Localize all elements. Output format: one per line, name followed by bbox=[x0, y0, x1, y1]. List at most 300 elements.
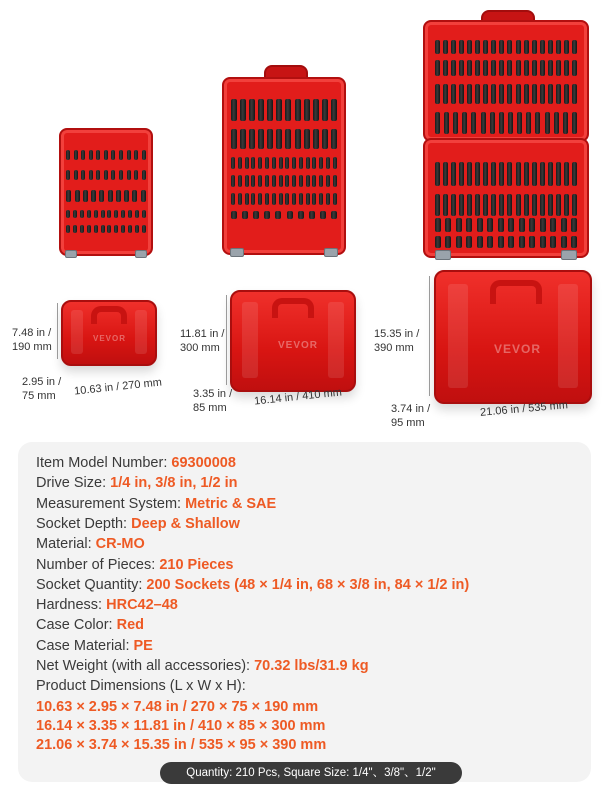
socket-icon bbox=[94, 210, 98, 218]
socket-icon bbox=[275, 211, 281, 219]
large-case-top-tray bbox=[423, 20, 589, 142]
socket-icon bbox=[127, 170, 131, 180]
socket-icon bbox=[554, 112, 559, 134]
socket-icon bbox=[483, 60, 488, 76]
socket-icon bbox=[304, 129, 310, 149]
socket-icon bbox=[276, 129, 282, 149]
spec-row bbox=[36, 555, 234, 575]
socket-icon bbox=[258, 99, 264, 121]
socket-icon bbox=[306, 157, 310, 169]
dimension-row-medium: 16.14 × 3.35 × 11.81 in / 410 × 85 × 300 mm bbox=[36, 718, 326, 734]
spec-value: 210 Pieces bbox=[159, 556, 234, 573]
socket-icon bbox=[251, 193, 255, 205]
socket-icon bbox=[279, 157, 283, 169]
socket-icon bbox=[524, 194, 529, 216]
socket-icon bbox=[258, 193, 262, 205]
socket-icon bbox=[75, 190, 80, 202]
dimension-row-large: 21.06 × 3.74 × 15.35 in / 535 × 95 × 390 mm bbox=[36, 737, 327, 753]
spec-value: Red bbox=[116, 617, 144, 634]
socket-icon bbox=[556, 194, 561, 216]
socket-icon bbox=[487, 218, 493, 232]
socket-icon bbox=[304, 99, 310, 121]
socket-icon bbox=[231, 157, 235, 169]
socket-icon bbox=[548, 84, 553, 104]
socket-icon bbox=[285, 157, 289, 169]
socket-icon bbox=[532, 84, 537, 104]
socket-icon bbox=[107, 210, 111, 218]
socket-icon bbox=[529, 236, 535, 248]
socket-icon bbox=[91, 190, 96, 202]
socket-icon bbox=[320, 211, 326, 219]
spec-value: 200 Sockets (48 × 1/4 in, 68 × 3/8 in, 84 × 1/2 in) bbox=[146, 576, 470, 593]
socket-icon bbox=[128, 225, 132, 233]
socket-icon bbox=[312, 193, 316, 205]
spec-label: Hardness: bbox=[36, 597, 107, 614]
socket-icon bbox=[96, 150, 100, 160]
socket-icon bbox=[279, 193, 283, 205]
socket-icon bbox=[483, 194, 488, 216]
medium-height-label: 11.81 in / 300 mm bbox=[180, 328, 225, 354]
socket-icon bbox=[556, 162, 561, 186]
socket-icon bbox=[306, 193, 310, 205]
spec-label: Net Weight (with all accessories): bbox=[36, 658, 255, 674]
socket-icon bbox=[535, 112, 540, 134]
spec-value: 1/4 in, 3/8 in, 1/2 in bbox=[110, 475, 238, 492]
large-closed-case bbox=[434, 270, 592, 404]
socket-icon bbox=[571, 218, 577, 232]
socket-icon bbox=[561, 236, 567, 248]
socket-icon bbox=[550, 236, 556, 248]
spec-row bbox=[36, 453, 236, 473]
socket-icon bbox=[66, 190, 71, 202]
socket-icon bbox=[516, 162, 521, 186]
socket-icon bbox=[285, 99, 291, 121]
socket-icon bbox=[132, 190, 137, 202]
socket-icon bbox=[564, 84, 569, 104]
socket-icon bbox=[74, 170, 78, 180]
socket-icon bbox=[524, 60, 529, 76]
socket-icon bbox=[564, 60, 569, 76]
socket-icon bbox=[272, 175, 276, 187]
socket-icon bbox=[89, 170, 93, 180]
socket-icon bbox=[279, 175, 283, 187]
socket-icon bbox=[451, 162, 456, 186]
socket-icon bbox=[564, 194, 569, 216]
socket-icon bbox=[292, 193, 296, 205]
spec-row bbox=[36, 615, 144, 635]
socket-icon bbox=[66, 170, 70, 180]
socket-icon bbox=[104, 150, 108, 160]
socket-icon bbox=[459, 40, 464, 54]
socket-icon bbox=[459, 194, 464, 216]
socket-icon bbox=[242, 211, 248, 219]
socket-icon bbox=[331, 211, 337, 219]
socket-icon bbox=[508, 218, 514, 232]
socket-icon bbox=[453, 112, 458, 134]
socket-icon bbox=[265, 193, 269, 205]
socket-icon bbox=[94, 225, 98, 233]
spec-row bbox=[36, 595, 178, 615]
socket-icon bbox=[81, 150, 85, 160]
socket-icon bbox=[267, 99, 273, 121]
medium-depth-label: 3.35 in / 85 mm bbox=[193, 388, 233, 414]
socket-icon bbox=[507, 60, 512, 76]
spec-label: Measurement System: bbox=[36, 495, 186, 512]
socket-icon bbox=[477, 236, 483, 248]
socket-icon bbox=[532, 162, 537, 186]
socket-icon bbox=[508, 112, 513, 134]
spec-label: Socket Depth: bbox=[36, 515, 132, 532]
spec-value: CR-MO bbox=[95, 536, 145, 553]
socket-icon bbox=[548, 60, 553, 76]
socket-icon bbox=[240, 129, 246, 149]
socket-icon bbox=[258, 175, 262, 187]
socket-icon bbox=[540, 84, 545, 104]
socket-icon bbox=[238, 193, 242, 205]
medium-closed-case bbox=[230, 290, 356, 392]
socket-icon bbox=[114, 210, 118, 218]
socket-icon bbox=[499, 162, 504, 186]
socket-icon bbox=[81, 170, 85, 180]
socket-icon bbox=[322, 129, 328, 149]
socket-icon bbox=[101, 225, 105, 233]
spec-value: 69300008 bbox=[171, 455, 236, 471]
socket-icon bbox=[487, 236, 493, 248]
socket-icon bbox=[444, 112, 449, 134]
socket-icon bbox=[499, 84, 504, 104]
socket-icon bbox=[435, 40, 440, 54]
hinge-icon bbox=[324, 248, 338, 257]
medium-case-tray bbox=[222, 77, 346, 255]
socket-icon bbox=[83, 190, 88, 202]
socket-icon bbox=[116, 190, 121, 202]
socket-icon bbox=[540, 236, 546, 248]
socket-icon bbox=[445, 236, 451, 248]
socket-icon bbox=[80, 225, 84, 233]
socket-icon bbox=[499, 112, 504, 134]
socket-icon bbox=[238, 157, 242, 169]
socket-icon bbox=[142, 210, 146, 218]
socket-icon bbox=[563, 112, 568, 134]
medium-open-case bbox=[222, 73, 346, 251]
spec-label: Material: bbox=[36, 536, 96, 553]
socket-icon bbox=[475, 84, 480, 104]
socket-icon bbox=[451, 60, 456, 76]
socket-icon bbox=[516, 40, 521, 54]
socket-icon bbox=[134, 150, 138, 160]
socket-icon bbox=[435, 194, 440, 216]
socket-icon bbox=[313, 129, 319, 149]
socket-icon bbox=[309, 211, 315, 219]
socket-icon bbox=[231, 99, 237, 121]
socket-icon bbox=[333, 193, 337, 205]
socket-icon bbox=[532, 60, 537, 76]
socket-icon bbox=[313, 99, 319, 121]
socket-icon bbox=[508, 236, 514, 248]
socket-icon bbox=[483, 162, 488, 186]
socket-icon bbox=[119, 170, 123, 180]
large-open-case bbox=[423, 14, 589, 254]
socket-icon bbox=[299, 157, 303, 169]
socket-icon bbox=[491, 194, 496, 216]
socket-icon bbox=[285, 193, 289, 205]
socket-icon bbox=[231, 211, 237, 219]
socket-icon bbox=[292, 157, 296, 169]
spec-value: PE bbox=[133, 637, 153, 654]
socket-icon bbox=[491, 60, 496, 76]
socket-icon bbox=[545, 112, 550, 134]
socket-icon bbox=[435, 236, 441, 248]
socket-icon bbox=[135, 225, 139, 233]
socket-icon bbox=[326, 175, 330, 187]
socket-icon bbox=[499, 40, 504, 54]
socket-icon bbox=[231, 193, 235, 205]
socket-icon bbox=[466, 236, 472, 248]
small-depth-label: 2.95 in / 75 mm bbox=[22, 376, 62, 402]
socket-icon bbox=[251, 175, 255, 187]
socket-icon bbox=[540, 194, 545, 216]
socket-icon bbox=[104, 170, 108, 180]
socket-icon bbox=[498, 236, 504, 248]
socket-icon bbox=[245, 193, 249, 205]
hinge-icon bbox=[561, 250, 577, 260]
socket-icon bbox=[467, 162, 472, 186]
socket-icon bbox=[561, 218, 567, 232]
socket-icon bbox=[498, 218, 504, 232]
socket-icon bbox=[548, 40, 553, 54]
socket-icon bbox=[108, 190, 113, 202]
socket-icon bbox=[483, 40, 488, 54]
socket-icon bbox=[491, 162, 496, 186]
socket-icon bbox=[272, 157, 276, 169]
socket-icon bbox=[73, 210, 77, 218]
socket-icon bbox=[264, 211, 270, 219]
socket-icon bbox=[526, 112, 531, 134]
socket-icon bbox=[572, 112, 577, 134]
socket-icon bbox=[445, 218, 451, 232]
socket-icon bbox=[80, 210, 84, 218]
socket-icon bbox=[319, 175, 323, 187]
socket-icon bbox=[240, 99, 246, 121]
socket-icon bbox=[74, 150, 78, 160]
socket-icon bbox=[462, 112, 467, 134]
socket-icon bbox=[287, 211, 293, 219]
socket-icon bbox=[435, 218, 441, 232]
spec-value: HRC42–48 bbox=[106, 597, 178, 614]
socket-icon bbox=[507, 84, 512, 104]
socket-icon bbox=[519, 218, 525, 232]
hinge-icon bbox=[230, 248, 244, 257]
socket-icon bbox=[459, 60, 464, 76]
socket-icon bbox=[443, 162, 448, 186]
dimension-row-small: 10.63 × 2.95 × 7.48 in / 270 × 75 × 190 mm bbox=[36, 699, 319, 715]
large-width-label: 21.06 in / 535 mm bbox=[479, 399, 569, 419]
socket-icon bbox=[435, 162, 440, 186]
socket-icon bbox=[238, 175, 242, 187]
socket-icon bbox=[443, 194, 448, 216]
socket-icon bbox=[524, 162, 529, 186]
socket-icon bbox=[556, 84, 561, 104]
socket-icon bbox=[114, 225, 118, 233]
socket-icon bbox=[524, 40, 529, 54]
socket-icon bbox=[245, 157, 249, 169]
socket-icon bbox=[322, 99, 328, 121]
socket-icon bbox=[66, 210, 70, 218]
socket-icon bbox=[540, 40, 545, 54]
socket-icon bbox=[475, 194, 480, 216]
socket-icon bbox=[326, 193, 330, 205]
socket-icon bbox=[299, 175, 303, 187]
socket-icon bbox=[490, 112, 495, 134]
socket-icon bbox=[276, 99, 282, 121]
socket-icon bbox=[572, 84, 577, 104]
socket-icon bbox=[267, 129, 273, 149]
spec-row bbox=[36, 636, 153, 656]
socket-icon bbox=[507, 162, 512, 186]
socket-icon bbox=[571, 236, 577, 248]
socket-icon bbox=[572, 194, 577, 216]
small-height-label: 7.48 in / 190 mm bbox=[12, 327, 52, 353]
socket-icon bbox=[306, 175, 310, 187]
spec-row bbox=[36, 473, 237, 493]
spec-value: Deep & Shallow bbox=[131, 515, 240, 532]
socket-icon bbox=[550, 218, 556, 232]
spec-label: Number of Pieces: bbox=[36, 556, 160, 573]
socket-icon bbox=[435, 112, 440, 134]
quantity-pill: Quantity: 210 Pcs, Square Size: 1/4"、3/8"、1/2" bbox=[160, 762, 462, 784]
socket-icon bbox=[467, 84, 472, 104]
socket-icon bbox=[101, 210, 105, 218]
socket-icon bbox=[135, 210, 139, 218]
socket-icon bbox=[331, 129, 337, 149]
socket-icon bbox=[124, 190, 129, 202]
spec-row bbox=[36, 575, 469, 595]
small-closed-case bbox=[61, 300, 157, 366]
socket-icon bbox=[451, 194, 456, 216]
spec-row bbox=[36, 514, 240, 534]
socket-icon bbox=[507, 40, 512, 54]
socket-icon bbox=[249, 129, 255, 149]
socket-icon bbox=[467, 60, 472, 76]
socket-icon bbox=[481, 112, 486, 134]
socket-icon bbox=[66, 225, 70, 233]
medium-width-label: 16.14 in / 410 mm bbox=[253, 386, 343, 408]
socket-icon bbox=[142, 150, 146, 160]
socket-icon bbox=[258, 129, 264, 149]
socket-icon bbox=[435, 84, 440, 104]
socket-icon bbox=[477, 218, 483, 232]
socket-icon bbox=[87, 225, 91, 233]
spec-label: Case Color: bbox=[36, 617, 117, 634]
socket-icon bbox=[292, 175, 296, 187]
socket-icon bbox=[556, 60, 561, 76]
case-handle bbox=[91, 306, 127, 324]
spec-row bbox=[36, 494, 276, 514]
socket-icon bbox=[312, 157, 316, 169]
socket-icon bbox=[540, 218, 546, 232]
large-case-bottom-tray bbox=[423, 138, 589, 258]
socket-icon bbox=[121, 210, 125, 218]
spec-label: Item Model Number: bbox=[36, 455, 172, 471]
small-open-case bbox=[59, 128, 153, 252]
socket-icon bbox=[265, 175, 269, 187]
socket-icon bbox=[456, 236, 462, 248]
socket-icon bbox=[517, 112, 522, 134]
socket-icon bbox=[443, 60, 448, 76]
socket-icon bbox=[459, 162, 464, 186]
socket-icon bbox=[141, 190, 146, 202]
socket-icon bbox=[272, 193, 276, 205]
socket-icon bbox=[467, 194, 472, 216]
socket-icon bbox=[119, 150, 123, 160]
spec-value: 70.32 lbs/31.9 kg bbox=[254, 658, 369, 674]
socket-icon bbox=[251, 157, 255, 169]
socket-icon bbox=[111, 150, 115, 160]
spec-label: Drive Size: bbox=[36, 475, 111, 492]
socket-icon bbox=[475, 162, 480, 186]
socket-icon bbox=[540, 60, 545, 76]
socket-icon bbox=[524, 84, 529, 104]
socket-icon bbox=[475, 40, 480, 54]
spec-row bbox=[36, 534, 145, 554]
socket-icon bbox=[128, 210, 132, 218]
dimensions-heading: Product Dimensions (L x W x H): bbox=[36, 678, 246, 694]
socket-icon bbox=[475, 60, 480, 76]
socket-icon bbox=[467, 40, 472, 54]
socket-icon bbox=[516, 84, 521, 104]
socket-icon bbox=[572, 40, 577, 54]
case-handle bbox=[272, 298, 314, 318]
socket-icon bbox=[459, 84, 464, 104]
hinge-icon bbox=[135, 250, 147, 258]
socket-icon bbox=[299, 193, 303, 205]
large-depth-label: 3.74 in / 95 mm bbox=[391, 403, 431, 429]
socket-icon bbox=[516, 194, 521, 216]
small-width-label: 10.63 in / 270 mm bbox=[73, 376, 163, 398]
socket-icon bbox=[499, 194, 504, 216]
socket-icon bbox=[466, 218, 472, 232]
socket-icon bbox=[285, 129, 291, 149]
socket-icon bbox=[572, 162, 577, 186]
socket-icon bbox=[231, 175, 235, 187]
socket-icon bbox=[319, 193, 323, 205]
socket-icon bbox=[107, 225, 111, 233]
socket-icon bbox=[333, 175, 337, 187]
socket-icon bbox=[66, 150, 70, 160]
socket-icon bbox=[491, 84, 496, 104]
case-handle bbox=[490, 280, 542, 304]
spec-row bbox=[36, 656, 369, 676]
spec-label: Socket Quantity: bbox=[36, 576, 147, 593]
socket-icon bbox=[258, 157, 262, 169]
socket-icon bbox=[249, 99, 255, 121]
socket-icon bbox=[245, 175, 249, 187]
socket-icon bbox=[564, 162, 569, 186]
socket-icon bbox=[142, 170, 146, 180]
socket-icon bbox=[312, 175, 316, 187]
hinge-icon bbox=[435, 250, 451, 260]
socket-icon bbox=[298, 211, 304, 219]
socket-icon bbox=[99, 190, 104, 202]
socket-icon bbox=[532, 40, 537, 54]
socket-icon bbox=[451, 84, 456, 104]
socket-icon bbox=[443, 40, 448, 54]
socket-icon bbox=[285, 175, 289, 187]
socket-icon bbox=[253, 211, 259, 219]
brand-logo: VEVOR bbox=[494, 342, 542, 356]
socket-icon bbox=[73, 225, 77, 233]
socket-icon bbox=[548, 194, 553, 216]
